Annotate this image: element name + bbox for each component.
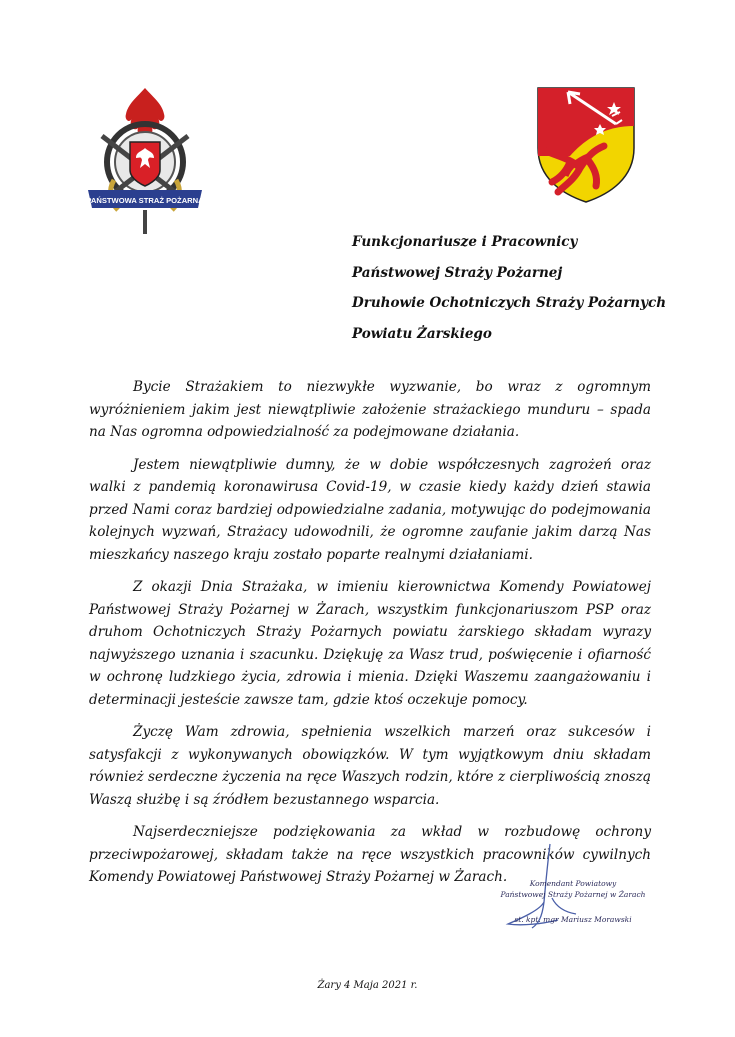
addressee-line: Funkcjonariusze i Pracownicy (352, 234, 578, 250)
addressee-line: Druhowie Ochotniczych Straży Pożarnych (352, 295, 667, 311)
addressee-block (352, 232, 712, 354)
paragraph: Najserdeczniejsze podziękowania za wkład w rozbudowę ochrony przeciwpożarowej, składam także na ręce wszystkich pracowników cywilnych Komendy Powiatowej Państwowej Straży Pożarnej w Żarach. (89, 824, 651, 885)
psp-banner-text: PAŃSTWOWA STRAŻ POŻARNA (86, 196, 204, 205)
coat-of-arms-logo (536, 86, 636, 204)
signature-title: Komendant Powiatowy (529, 879, 617, 888)
psp-emblem-logo (84, 84, 206, 238)
signature-stamp (498, 878, 648, 925)
paragraph: Jestem niewątpliwie dumny, że w dobie współczesnych zagrożeń oraz walki z pandemią koronawirusa Covid-19, w czasie kiedy każdy dzień stawia przed Nami coraz bardziej odpowiedzialne zadania, motywując do podejmowania kolejnych wyzwań, Strażacy udowodnili, że ogromne zaufanie jakim darzą Nas mieszkańcy naszego kraju zostało poparte realnymi działaniami. (89, 456, 651, 563)
letter-body (89, 376, 651, 899)
signature-name: st. kpt. mgr Mariusz Morawski (514, 915, 632, 924)
date-text: Żary 4 Maja 2021 r. (317, 980, 418, 991)
signature-unit: Państwowej Straży Pożarnej w Żarach (500, 890, 646, 899)
paragraph: Bycie Strażakiem to niezwykłe wyzwanie, bo wraz z ogromnym wyróżnieniem jakim jest niewątpliwie założenie strażackiego munduru – spada na Nas ogromna odpowiedzialność za podejmowane działania. (89, 379, 651, 440)
addressee-line: Państwowej Straży Pożarnej (352, 264, 563, 281)
addressee-line: Powiatu Żarskiego (352, 325, 492, 342)
letter-date (0, 980, 735, 991)
paragraph: Życzę Wam zdrowia, spełnienia wszelkich marzeń oraz sukcesów i satysfakcji z wykonywanych obowiązków. W tym wyjątkowym dniu składam również serdeczne życzenia na ręce Waszych rodzin, które z cierpliwością znoszą Waszą służbę i są źródłem bezustannego wsparcia. (89, 724, 651, 808)
paragraph: Z okazji Dnia Strażaka, w imieniu kierownictwa Komendy Powiatowej Państwowej Straży Pożarnej w Żarach, wszystkim funkcjonariuszom PSP oraz druhom Ochotniczych Straży Pożarnych powiatu żarskiego składam wyrazy najwyższego uznania i szacunku. Dziękuję za Wasz trud, poświęcenie i ofiarność w ochronę ludzkiego życia, zdrowia i mienia. Dzięki Waszemu zaangażowaniu i determinacji jesteście zawsze tam, gdzie ktoś oczekuje pomocy. (89, 579, 651, 708)
